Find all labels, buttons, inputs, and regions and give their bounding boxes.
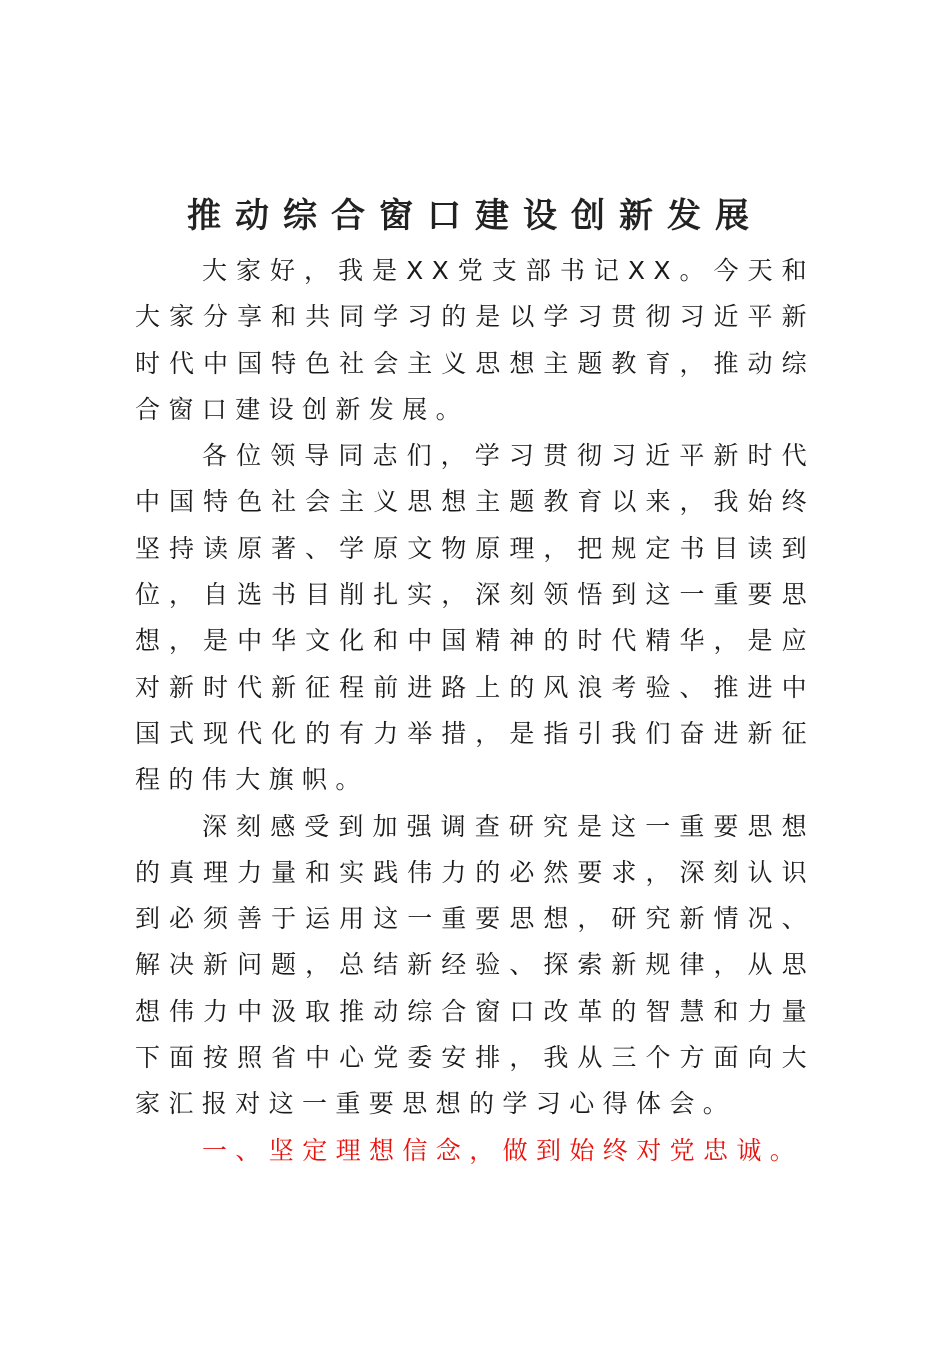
paragraph-study: 各位领导同志们，学习贯彻习近平新时代中国特色社会主义思想主题教育以来，我始终坚持读原著、学原文物原理，把规定书目读到位，自选书目削扎实，深刻领悟到这一重要思想，是中华文化和中国精神的时代精华，是应对新时代新征程前进路上的风浪考验、推进中国式现代化的有力举措，是指引我们奋进新征程的伟大旗帜。 (135, 441, 815, 795)
paragraph-research: 深刻感受到加强调查研究是这一重要思想的真理力量和实践伟力的必然要求，深刻认识到必须善于运用这一重要思想，研究新情况、解决新问题，总结新经验、探索新规律，从思想伟力中汲取推动综合窗口改革的智慧和力量下面按照省中心党委安排，我从三个方面向大家汇报对这一重要思想的学习心得体会。 (135, 811, 815, 1119)
document-body (135, 248, 815, 1174)
section-heading: 一、坚定理想信念，做到始终对党忠诚。 (202, 1135, 804, 1165)
paragraph-intro: 大家好，我是XX党支部书记XX。今天和大家分享和共同学习的是以学习贯彻习近平新时代中国特色社会主义思想主题教育，推动综合窗口建设创新发展。 (135, 256, 815, 424)
page-title: 推动综合窗口建设创新发展 (187, 196, 763, 236)
